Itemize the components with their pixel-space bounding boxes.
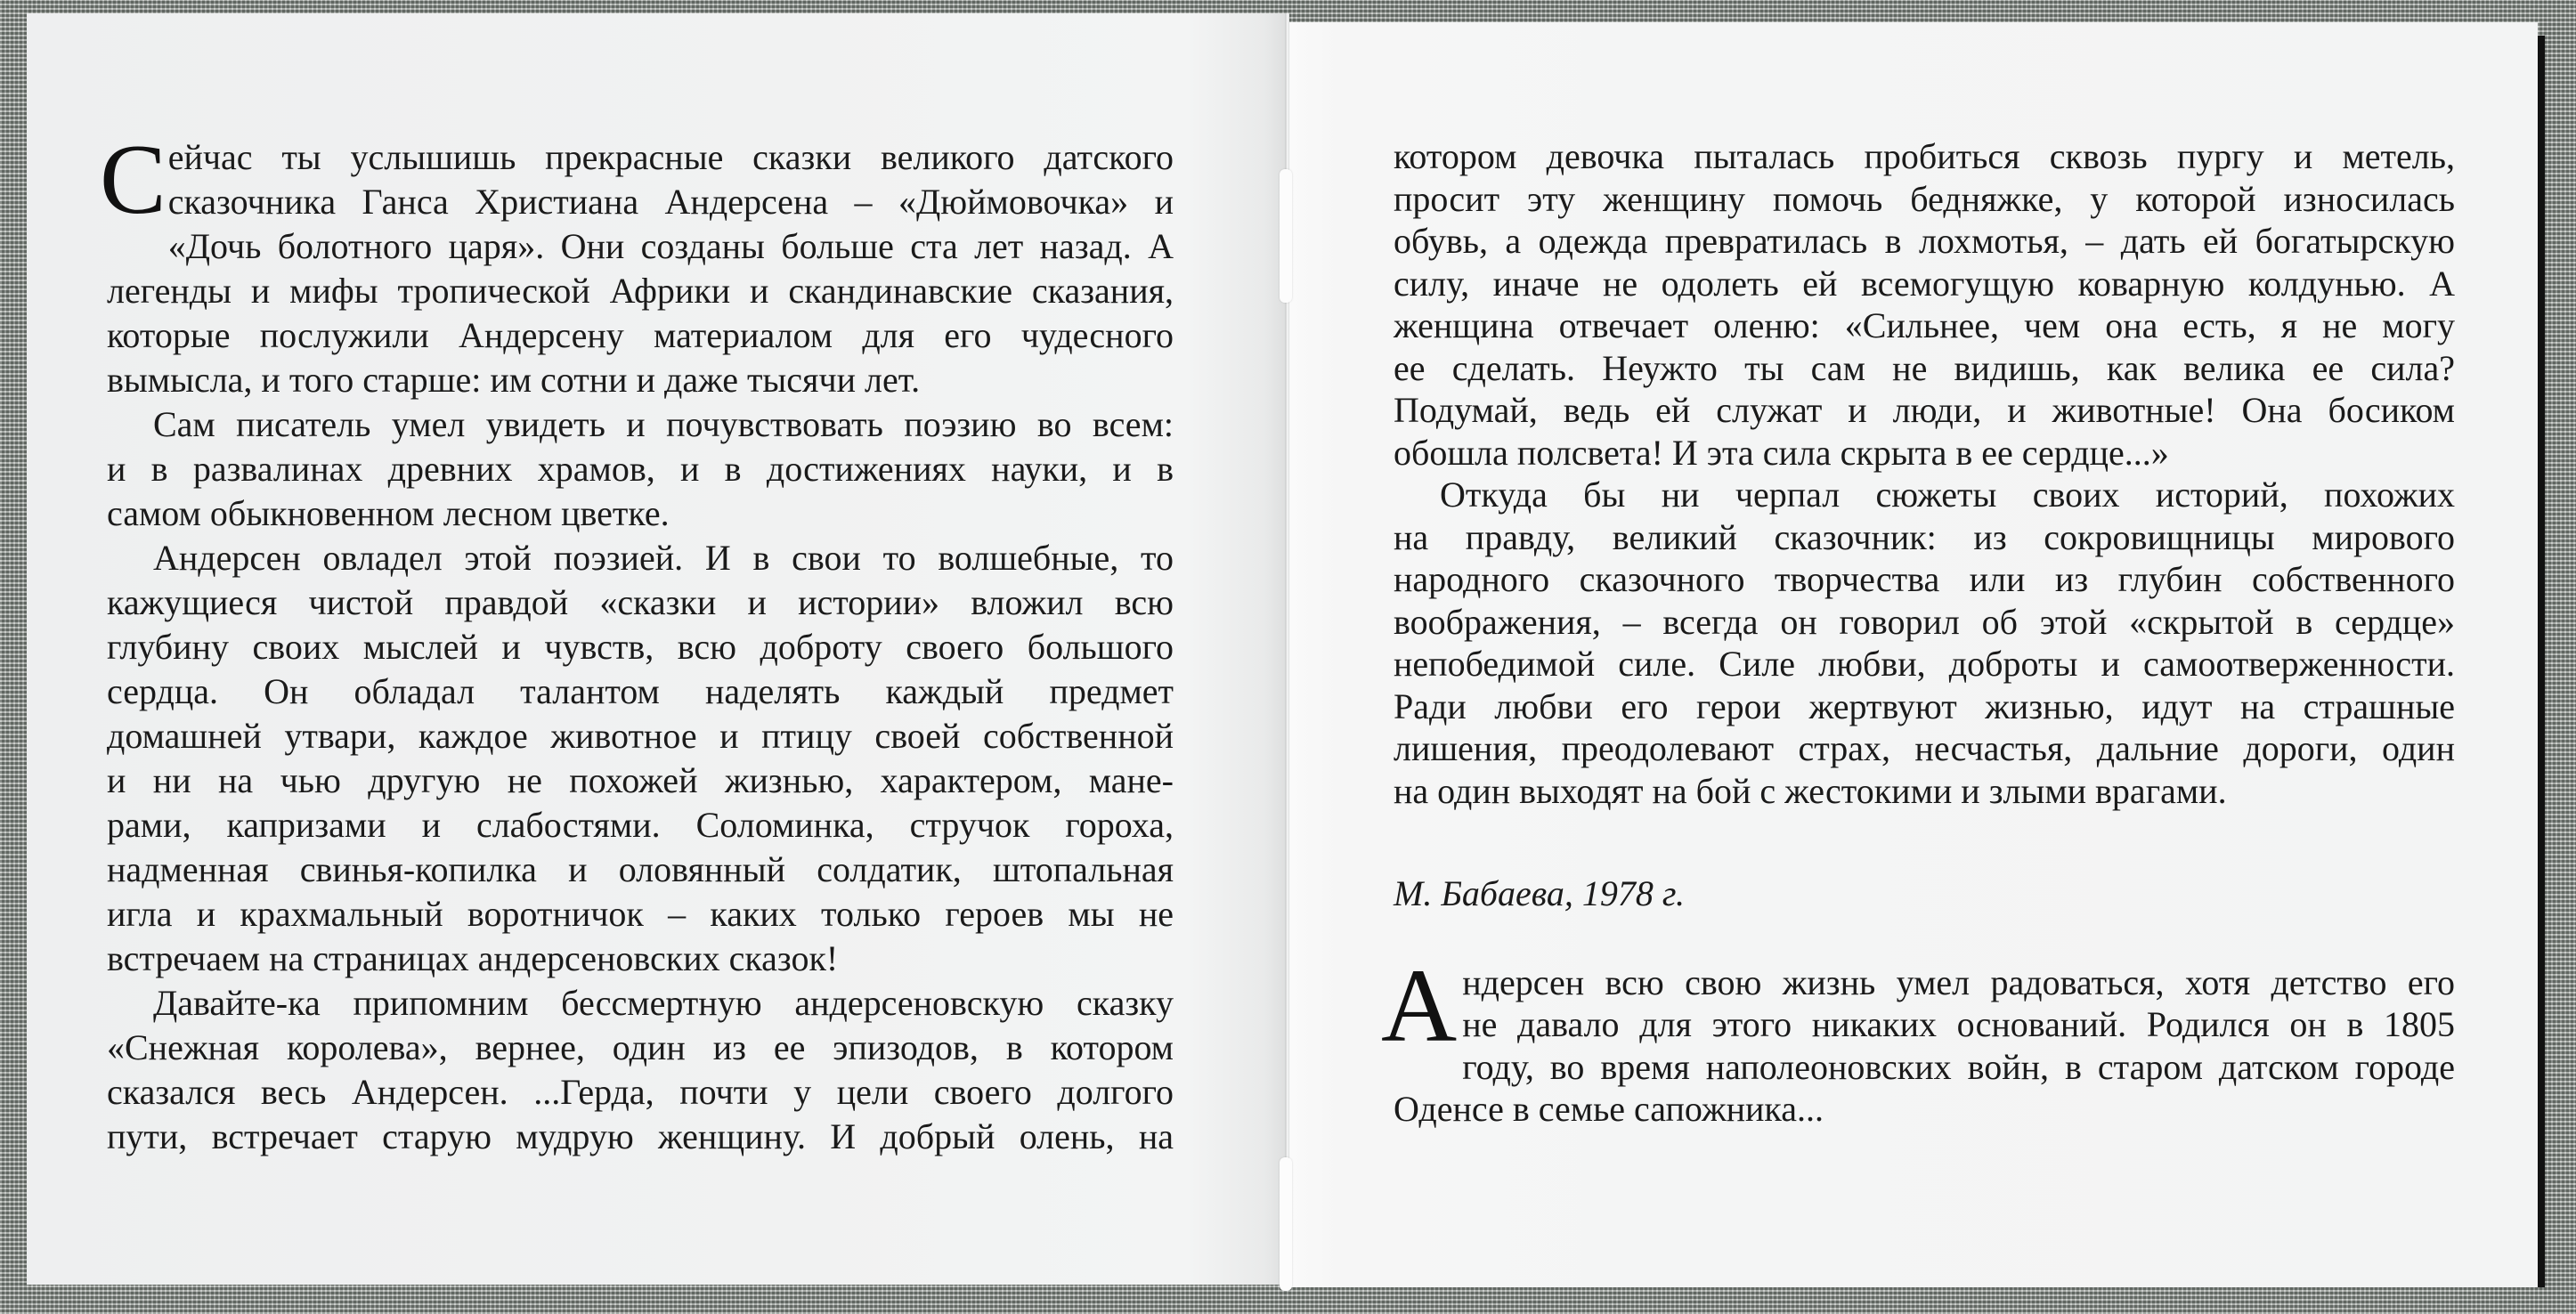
right-page-text	[1381, 135, 2455, 1131]
text-line: сердца. Он обладал талантом наделять каждый предмет	[107, 671, 1174, 711]
staple-top	[1280, 169, 1292, 303]
text-line: «Дочь болотного царя». Они созданы больше ста лет назад. А	[167, 226, 1174, 266]
text-line: на правду, великий сказочник: из сокровищницы мирового	[1394, 516, 2455, 557]
text-line: ее сделать. Неужто ты сам не видишь, как велика ее сила?	[1394, 347, 2455, 388]
page-edge-shadow	[2538, 36, 2545, 1287]
text-line: Оденсе в семье сапожника...	[1394, 1089, 1824, 1129]
text-line: Давайте-ка припомним бессмертную андерсеновскую сказку	[153, 983, 1174, 1023]
paragraph-5	[1394, 135, 2455, 474]
text-line: котором девочка пыталась пробиться сквозь пургу и метель,	[1394, 136, 2455, 176]
text-line: ейчас ты услышишь прекрасные сказки великого датского	[167, 137, 1174, 177]
text-line: встречаем на страницах андерсеновских сказок!	[107, 938, 839, 978]
text-line: ндерсен всю свою жизнь умел радоваться, хотя детство его	[1462, 961, 2455, 1002]
text-line: сказочника Ганса Христиана Андерсена – «Дюймовочка» и	[167, 182, 1174, 222]
text-line: надменная свинья-копилка и оловянный солдатик, штопальная	[107, 849, 1174, 889]
text-line: силу, иначе не одолеть ей всемогущую коварную колдунью. А	[1394, 263, 2455, 304]
text-line: игла и крахмальный воротничок – каких только героев мы не	[107, 894, 1174, 934]
text-line: обошла полсвета! И эта сила скрыта в ее сердце...»	[1394, 432, 2169, 473]
paragraph-7	[1381, 946, 2455, 1131]
text-line: самом обыкновенном лесном цветке.	[107, 493, 670, 533]
text-line: кажущиеся чистой правдой «сказки и истории» вложил всю	[107, 582, 1174, 622]
left-page-text	[100, 125, 1174, 1159]
text-line: женщина отвечает оленю: «Сильнее, чем она есть, я не могу	[1394, 305, 2455, 345]
text-line: Откуда бы ни черпал сюжеты своих историй, похожих	[1440, 474, 2455, 515]
drop-cap: А	[1381, 946, 1458, 1064]
text-line: домашней утвари, каждое животное и птицу своей собственной	[107, 716, 1174, 756]
paragraph-6	[1394, 474, 2455, 812]
text-line: и в развалинах древних храмов, и в достижениях науки, и в	[107, 449, 1174, 489]
text-line: на один выходят на бой с жестокими и злыми врагами.	[1394, 770, 2227, 811]
text-line: сказался весь Андерсен. ...Герда, почти у цели своего долгого	[107, 1072, 1174, 1112]
text-line: пути, встречает старую мудрую женщину. И добрый олень, на	[107, 1116, 1174, 1156]
text-line: просит эту женщину помочь бедняжке, у которой износилась	[1394, 178, 2455, 219]
text-line: Ради любви его герои жертвуют жизнью, идут на страшные	[1394, 685, 2455, 726]
paragraph-2	[107, 402, 1174, 536]
text-line: Подумай, ведь ей служат и люди, и животные! Она босиком	[1394, 390, 2455, 430]
text-line: непобедимой силе. Силе любви, доброты и самоотверженности.	[1394, 644, 2455, 684]
text-line: Андерсен овладел этой поэзией. И в свои то волшебные, то	[153, 538, 1174, 578]
text-line: не давало для этого никаких оснований. Родился он в 1805	[1462, 1004, 2455, 1044]
text-line: легенды и мифы тропической Африки и скандинавские сказания,	[107, 271, 1174, 311]
paragraph-4	[107, 981, 1174, 1159]
author-signature: М. Бабаева, 1978 г.	[1394, 873, 1685, 913]
text-line: Сам писатель умел увидеть и почувствовать поэзию во всем:	[153, 404, 1174, 444]
text-line: вымысла, и того старше: им сотни и даже тысячи лет.	[107, 360, 921, 400]
paragraph-3	[107, 536, 1174, 981]
text-line: которые послужили Андерсену материалом для его чудесного	[107, 315, 1174, 355]
text-line: рами, капризами и слабостями. Соломинка, стручок гороха,	[107, 805, 1174, 845]
text-line: и ни на чью другую не похожей жизнью, характером, мане-	[107, 760, 1174, 800]
text-line: лишения, преодолевают страх, несчастья, дальние дороги, один	[1394, 728, 2455, 768]
text-line: году, во время наполеоновских войн, в старом датском городе	[1462, 1046, 2455, 1087]
text-line: народного сказочного творчества или из глубин собственного	[1394, 559, 2455, 599]
text-line: обувь, а одежда превратилась в лохмотья, – дать ей богатырскую	[1394, 221, 2455, 261]
paragraph-1	[100, 125, 1174, 402]
text-line: глубину своих мыслей и чувств, всю доброту своего большого	[107, 627, 1174, 667]
staple-bottom	[1280, 1157, 1292, 1291]
text-line: воображения, – всегда он говорил об этой «скрытой в сердце»	[1394, 601, 2455, 642]
drop-cap: С	[100, 125, 167, 235]
text-line: «Снежная королева», вернее, один из ее эпизодов, в котором	[107, 1027, 1174, 1067]
